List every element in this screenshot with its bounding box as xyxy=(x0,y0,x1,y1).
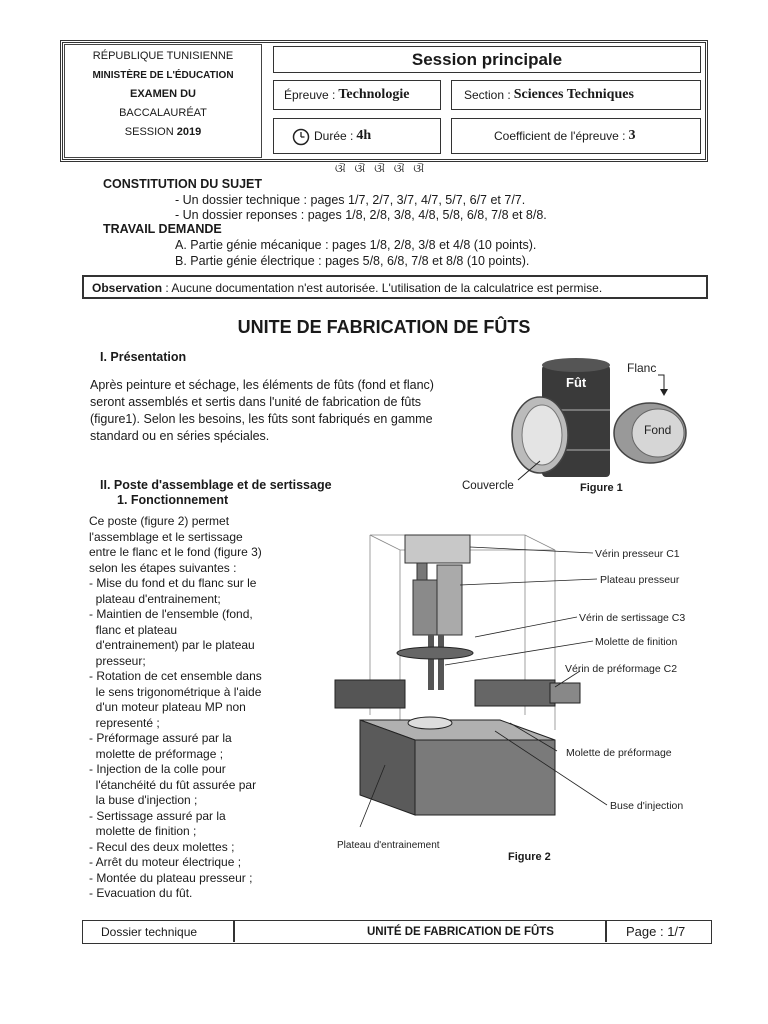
step-line: molette de finition ; xyxy=(89,824,197,838)
step-line: - Arrêt du moteur électrique ; xyxy=(89,855,242,869)
figure-1-drum-illustration xyxy=(500,355,720,500)
header-left-column xyxy=(64,44,262,158)
step-line: plateau d'entrainement; xyxy=(89,591,221,606)
figure-2-machine-diagram xyxy=(325,525,715,860)
constitution-heading: CONSTITUTION DU SUJET xyxy=(103,177,263,191)
label-verin-preformage: Vérin de préformage C2 xyxy=(565,663,678,675)
ornament-divider: ଔ ଔ ଔ ଔ ଔ xyxy=(335,163,427,175)
label-plateau-presseur: Plateau presseur xyxy=(600,574,680,586)
travail-heading: TRAVAIL DEMANDE xyxy=(103,222,222,236)
footer-left: Dossier technique xyxy=(101,924,198,939)
ministry-label: MINISTÈRE DE L'ÉDUCATION xyxy=(92,70,234,81)
plateau-entrainement xyxy=(408,717,452,729)
table-base xyxy=(415,740,555,815)
step-line: l'étanchéité du fût assurée par xyxy=(89,777,257,792)
observation-label: Observation xyxy=(92,281,163,295)
plateau-presseur-disk xyxy=(397,647,473,659)
section-2-heading: II. Poste d'assemblage et de sertissage xyxy=(100,478,332,492)
page-title: UNITE DE FABRICATION DE FÛTS xyxy=(237,317,531,337)
observation-text: : Aucune documentation n'est autorisée. L'utilisation de la calculatrice est permise. xyxy=(162,281,603,295)
step-line: - Sertissage assuré par la xyxy=(89,808,226,823)
label-verin-sertissage: Vérin de sertissage C3 xyxy=(579,612,686,624)
step-line: flanc et plateau xyxy=(89,622,178,637)
travail-item: A. Partie génie mécanique : pages 1/8, 2/8, 3/8 et 4/8 (10 points). xyxy=(175,238,537,252)
label-verin-presseur: Vérin presseur C1 xyxy=(595,548,680,560)
step-line: d'entrainement) par le plateau xyxy=(89,638,255,652)
constitution-item: - Un dossier technique : pages 1/7, 2/7, 3/7, 4/7, 5/7, 6/7 et 7/7. xyxy=(175,193,526,207)
label-molette-finition: Molette de finition xyxy=(595,636,678,648)
couvercle-label: Couvercle xyxy=(462,480,514,492)
step-line: - Préformage assuré par la xyxy=(89,731,232,745)
step-line: - Evacuation du fût. xyxy=(89,886,193,900)
step-line: le sens trigonométrique à l'aide xyxy=(89,684,262,699)
step-line: - Rotation de cet ensemble dans xyxy=(89,669,262,683)
section-cell: Section : Sciences Techniques xyxy=(451,80,701,110)
step-line: representé ; xyxy=(89,715,160,730)
step-line: - Montée du plateau presseur ; xyxy=(89,870,253,885)
constitution-item: - Un dossier reponses : pages 1/8, 2/8, 3/8, 4/8, 5/8, 6/8, 7/8 et 8/8. xyxy=(175,208,547,222)
step-line: - Injection de la colle pour xyxy=(89,762,226,776)
flanc-label: Flanc xyxy=(627,361,657,375)
step-line: molette de préformage ; xyxy=(89,746,224,761)
section-2-subheading: 1. Fonctionnement xyxy=(117,493,229,507)
fonctionnement-text: Ce poste (figure 2) permet l'assemblage et le sertissage entre le flanc et le fond (figure 3) selon les étapes suivantes : - Mise du fond et du flanc sur le plateau d'entrainement; - Maintien de l'ensemble (fond, flanc et plateau d'entrainement) par le plateau presseur; - Rotation de cet ensemble dans le sens trigonométrique à l'aide d'un moteur plateau MP non representé ; - Préformage assuré par la molette de préformage ; - Injection de la colle pour l'étanchéité du fût assurée par la buse d'injection ; - Sertissage assuré par la molette de finition ; - Recul des deux molettes ; - Arrêt du moteur électrique ; - Montée du plateau presseur ; - Evacuation du fût. xyxy=(89,514,339,902)
section-1-heading: I. Présentation xyxy=(100,350,187,364)
coefficient-cell: Coefficient de l'épreuve : 3 xyxy=(451,118,701,154)
label-molette-preformage: Molette de préformage xyxy=(566,747,672,759)
verin-sertissage-right xyxy=(475,680,555,706)
figure-2-caption: Figure 2 xyxy=(508,851,551,863)
exam-label-2: BACCALAURÉAT xyxy=(119,107,207,119)
session-year-label: SESSION 2019 xyxy=(124,126,202,138)
label-buse-injection: Buse d'injection xyxy=(610,800,684,812)
session-title: Session principale xyxy=(273,46,701,73)
clock-icon xyxy=(292,128,310,146)
step-line: presseur; xyxy=(89,653,146,668)
duree-cell: Durée : 4h xyxy=(273,118,441,154)
fut-label: Fût xyxy=(566,375,587,390)
verin-preformage-left xyxy=(335,680,405,708)
section-1-text: Après peinture et séchage, les éléments de fûts (fond et flanc) seront assemblés et sertis dans l'unité de fabrication de fûts (figure1). Selon les besoins, les fûts sont fabriqués en gamme standard ou en séries spéciales. xyxy=(90,378,434,443)
republic-label: RÉPUBLIQUE TUNISIENNE xyxy=(92,50,234,62)
step-line: d'un moteur plateau MP non xyxy=(89,700,246,714)
exam-label-1: EXAMEN DU xyxy=(129,88,196,100)
observation-box xyxy=(82,275,708,299)
step-line: la buse d'injection ; xyxy=(89,793,198,807)
footer-center: UNITÉ DE FABRICATION DE FÛTS xyxy=(367,925,554,938)
label-plateau-entrainement: Plateau d'entrainement xyxy=(337,840,440,851)
verin-presseur-block xyxy=(405,535,470,563)
travail-item: B. Partie génie électrique : pages 5/8, 6/8, 7/8 et 8/8 (10 points). xyxy=(175,254,530,268)
steps-list xyxy=(89,576,339,902)
fond-label: Fond xyxy=(644,423,672,437)
footer-page-number: Page : 1/7 xyxy=(626,924,686,939)
page-footer xyxy=(82,920,712,944)
epreuve-cell: Épreuve : Technologie xyxy=(273,80,441,110)
step-line: - Mise du fond et du flanc sur le xyxy=(89,576,257,590)
step-line: - Maintien de l'ensemble (fond, xyxy=(89,607,253,621)
step-line: - Recul des deux molettes ; xyxy=(89,839,235,854)
figure-1-caption: Figure 1 xyxy=(580,482,623,494)
